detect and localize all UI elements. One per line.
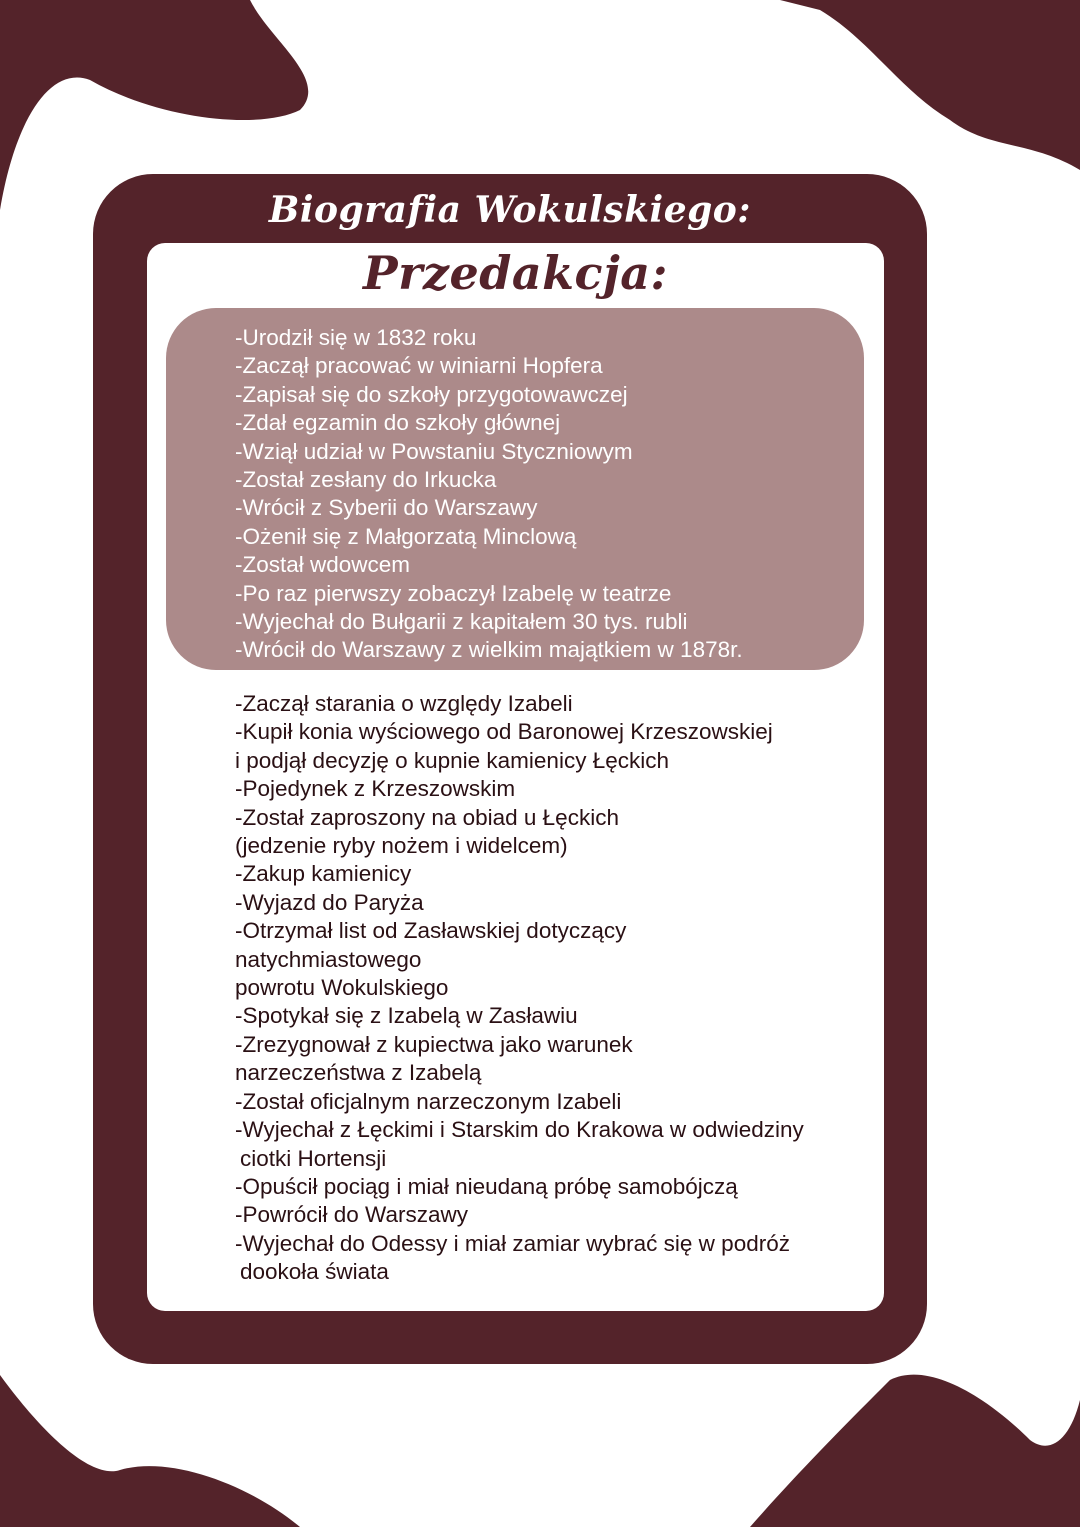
list-item: -Ożenił się z Małgorzatą Minclową (235, 523, 577, 549)
section-subtitle: Przedakcja: (363, 246, 668, 300)
list-item: -Otrzymał list od Zasławskiej dotyczący (235, 918, 627, 944)
list-item: natychmiastowego (235, 946, 422, 972)
list-item: narzeczeństwa z Izabelą (235, 1060, 482, 1086)
highlighted-events-list (235, 324, 743, 665)
list-item: -Wziął udział w Powstaniu Styczniowym (235, 438, 633, 464)
list-item: -Wyjechał do Odessy i miał zamiar wybrać się w podróż (235, 1230, 790, 1256)
list-item: -Został oficjalnym narzeczonym Izabeli (235, 1088, 622, 1114)
list-item: -Wrócił z Syberii do Warszawy (235, 495, 538, 521)
list-item: (jedzenie ryby nożem i widelcem) (235, 833, 568, 859)
list-item: -Opuścił pociąg i miał nieudaną próbę samobójczą (235, 1173, 738, 1199)
list-item: powrotu Wokulskiego (235, 975, 449, 1001)
list-item: -Wyjechał do Bułgarii z kapitałem 30 tys. rubli (235, 609, 688, 635)
list-item: -Zaczął pracować w winiarni Hopfera (235, 353, 603, 379)
list-item: -Po raz pierwszy zobaczył Izabelę w teatrze (235, 580, 672, 606)
list-item: -Zdał egzamin do szkoły głównej (235, 410, 561, 436)
list-item: -Urodził się w 1832 roku (235, 325, 477, 350)
decor-blob-bottom-right (750, 1375, 1080, 1527)
events-list (235, 690, 804, 1287)
list-item: ciotki Hortensji (240, 1145, 387, 1171)
list-item: -Został zesłany do Irkucka (235, 467, 497, 493)
list-item: -Został zaproszony na obiad u Łęckich (235, 804, 619, 830)
decor-blob-bottom-left (0, 1375, 300, 1527)
list-item: dookoła świata (240, 1259, 389, 1285)
list-item: -Zrezygnował z kupiectwa jako warunek (235, 1031, 633, 1057)
list-item: -Wyjechał z Łęckimi i Starskim do Krakowa w odwiedziny (235, 1117, 804, 1143)
list-item: -Zakup kamienicy (235, 861, 412, 887)
list-item: -Wrócił do Warszawy z wielkim majątkiem w 1878r. (235, 637, 743, 663)
page-title: Biografia Wokulskiego: (268, 189, 752, 231)
list-item: i podjął decyzję o kupnie kamienicy Łęckich (235, 747, 669, 773)
decor-blob-top-right (780, 0, 1080, 170)
list-item: -Kupił konia wyściowego od Baronowej Krzeszowskiej (235, 719, 773, 745)
list-item: -Zaczął starania o względy Izabeli (235, 691, 573, 716)
list-item: -Zapisał się do szkoły przygotowawczej (235, 381, 628, 407)
list-item: -Został wdowcem (235, 552, 411, 578)
list-item: -Spotykał się z Izabelą w Zasławiu (235, 1003, 578, 1029)
list-item: -Powrócił do Warszawy (235, 1202, 468, 1228)
list-item: -Pojedynek z Krzeszowskim (235, 776, 516, 802)
list-item: -Wyjazd do Paryża (235, 889, 424, 915)
